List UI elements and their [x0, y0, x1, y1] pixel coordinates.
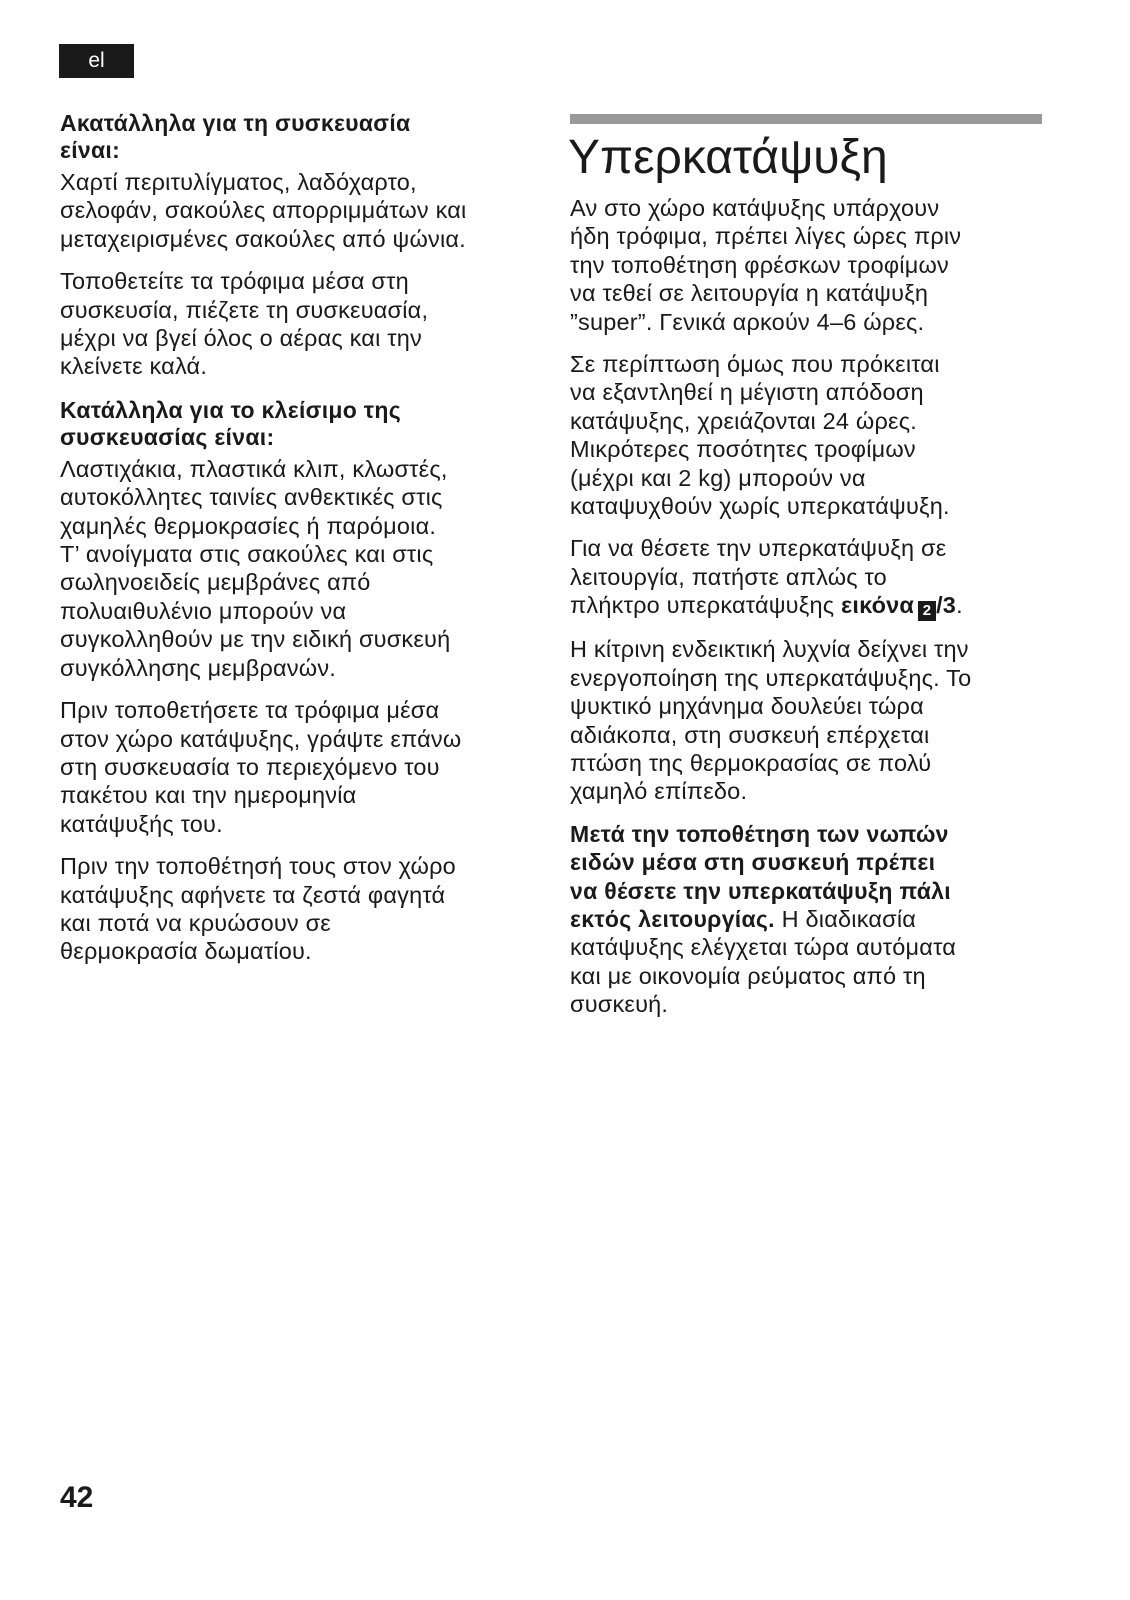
suitable-closures-text: Λαστιχάκια, πλαστικά κλιπ, κλωστές, αυτοκόλλητες ταινίες ανθεκτικές στις χαμηλές θερμοκρασίες ή παρόμοια. Τ’ ανοίγματα στις σακούλες και στις σωληνοειδείς μεμβράνες από πολυαιθυλένιο μπορούν να συγκολληθούν με την ειδική συσκευή συγκόλλησης μεμβρανών. — [60, 455, 451, 681]
figure-number-badge: 2 — [918, 601, 936, 621]
page-number: 42 — [60, 1481, 94, 1514]
sentence-end: . — [956, 592, 963, 619]
indicator-light-text: Η κίτρινη ενδεικτική λυχνία δείχνει την ενεργοποίηση της υπερκατάψυξης. Το ψυκτικό μηχάνημα δουλεύει τώρα αδιάκοπα, στη συσκευή επέρχεται πτώση της θερμοκρασίας σε πολύ χαμηλό επίπεδο. — [570, 636, 972, 805]
super-freeze-intro-text: Αν στο χώρο κατάψυξης υπάρχουν ήδη τρόφιμα, πρέπει λίγες ώρες πριν την τοποθέτηση φρέσκων τροφίμων να τεθεί σε λειτουργία η κατάψυξη ”super”. Γενικά αρκούν 4–6 ώρες. — [570, 195, 962, 335]
left-column — [60, 110, 540, 966]
max-capacity-text: Σε περίπτωση όμως που πρόκειται να εξαντληθεί η μέγιστη απόδοση κατάψυξης, χρειάζονται 24 ώρες. Μικρότερες ποσότητες τροφίμων (μέχρι και 2 kg) μπορούν να καταψυχθούν χωρίς υπερκατάψυξη. — [570, 351, 950, 520]
section-rule — [570, 114, 1042, 124]
section-title: Υπερκατάψυξη — [568, 131, 888, 184]
unsuitable-packaging-text: Χαρτί περιτυλίγματος, λαδόχαρτο, σελοφάν, σακούλες απορριμμάτων και μεταχειρισμένες σακούλες από ψώνια. — [60, 169, 467, 252]
language-tag: el — [59, 44, 134, 78]
deactivation-bold-text: Μετά την τοποθέτηση των νωπών ειδών μέσα στη συσκευή πρέπει να θέσετε την υπερκατάψυξη πάλι εκτός λειτουργίας. — [570, 820, 951, 932]
deactivation-rest-text: Η διαδικασία κατάψυξης ελέγχεται τώρα αυτόματα και με οικονομία ρεύματος από τη συσκευή. — [570, 905, 957, 1018]
activation-instructions-text — [570, 534, 1050, 621]
unsuitable-packaging-heading: Ακατάλληλα για τη συσκευασία είναι: — [60, 110, 411, 163]
labeling-instructions-text: Πριν τοποθετήσετε τα τρόφιμα μέσα στον χώρο κατάψυξης, γράψτε επάνω στη συσκευασία το περιεχόμενο του πακέτου και την ημερομηνία κατάψυξής του. — [60, 697, 462, 837]
suitable-closures-heading: Κατάλληλα για το κλείσιμο της συσκευασίας είναι: — [60, 396, 401, 450]
figure-item-number: /3 — [936, 592, 957, 619]
right-column — [570, 194, 1050, 1019]
deactivation-paragraph — [570, 820, 1050, 1019]
activation-text: Για να θέσετε την υπερκατάψυξη σε λειτουργία, πατήστε απλώς το πλήκτρο υπερκατάψυξης — [570, 535, 947, 619]
figure-reference-label: εικόνα — [840, 592, 915, 619]
cooling-instructions-text: Πριν την τοποθέτησή τους στον χώρο κατάψυξης αφήνετε τα ζεστά φαγητά και ποτά να κρυώσουν σε θερμοκρασία δωματίου. — [60, 853, 456, 965]
packing-instructions-text: Τοποθετείτε τα τρόφιμα μέσα στη συσκευσία, πιέζετε τη συσκευασία, μέχρι να βγεί όλος ο αέρας και την κλείνετε καλά. — [60, 268, 429, 380]
